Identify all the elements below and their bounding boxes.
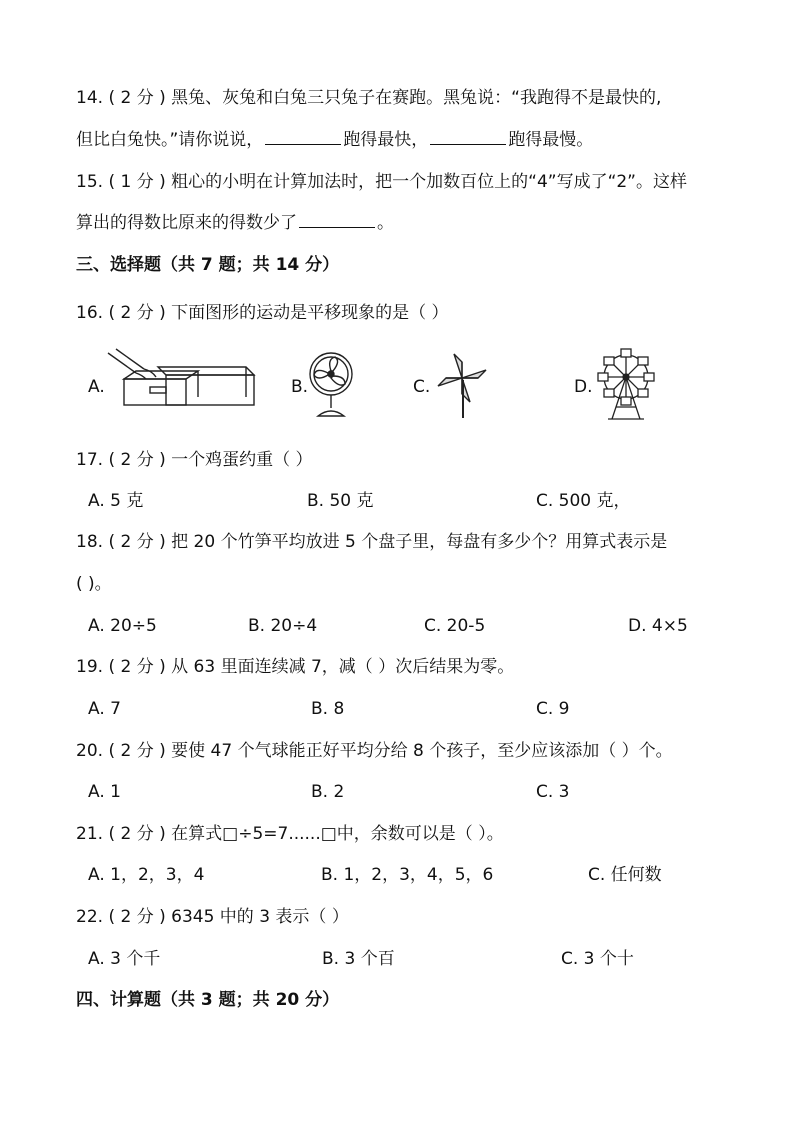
q21-stem: 21. ( 2 分 ) 在算式□÷5=7......□中，余数可以是（ ）。 <box>76 824 504 844</box>
q18-stem-line2: ( )。 <box>76 574 112 594</box>
q14-blank-fastest[interactable] <box>265 128 341 145</box>
q18-option-c[interactable]: C. 20-5 <box>424 616 486 636</box>
q19-stem: 19. ( 2 分 ) 从 63 里面连续减 7，减（ ）次后结果为零。 <box>76 657 515 677</box>
q20-option-c[interactable]: C. 3 <box>536 782 570 802</box>
q15-text-b: 。 <box>377 213 394 233</box>
q16-option-a-label[interactable]: A. <box>88 377 105 397</box>
q21-option-c[interactable]: C. 任何数 <box>588 865 662 885</box>
section-4-heading: 四、计算题（共 3 题；共 20 分） <box>76 990 340 1010</box>
q18-option-a[interactable]: A. 20÷5 <box>88 616 157 636</box>
q22-stem: 22. ( 2 分 ) 6345 中的 3 表示（ ） <box>76 907 349 927</box>
q21-option-a[interactable]: A. 1，2，3，4 <box>88 865 205 885</box>
q17-option-a[interactable]: A. 5 克 <box>88 491 144 511</box>
q14-text-c: 跑得最慢。 <box>508 130 594 150</box>
q17-option-b[interactable]: B. 50 克 <box>307 491 374 511</box>
q20-option-b[interactable]: B. 2 <box>311 782 345 802</box>
drawer-icon[interactable] <box>106 347 256 409</box>
q16-option-b-label[interactable]: B. <box>291 377 309 397</box>
q16-stem: 16. ( 2 分 ) 下面图形的运动是平移现象的是（ ） <box>76 303 449 323</box>
q19-option-a[interactable]: A. 7 <box>88 699 121 719</box>
pinwheel-icon[interactable] <box>436 352 488 420</box>
q19-option-c[interactable]: C. 9 <box>536 699 570 719</box>
q14-stem-line1: 14. ( 2 分 ) 黑兔、灰兔和白兔三只兔子在赛跑。黑兔说：“我跑得不是最快的, <box>76 88 662 108</box>
q22-option-c[interactable]: C. 3 个十 <box>561 949 634 969</box>
q18-option-b[interactable]: B. 20÷4 <box>248 616 318 636</box>
electric-fan-icon[interactable] <box>306 350 356 418</box>
q20-stem: 20. ( 2 分 ) 要使 47 个气球能正好平均分给 8 个孩子，至少应该添加（ ）个。 <box>76 741 673 761</box>
q18-stem: 18. ( 2 分 ) 把 20 个竹笋平均放进 5 个盘子里，每盘有多少个？用算式表示是 <box>76 532 668 552</box>
q16-option-c-label[interactable]: C. <box>413 377 431 397</box>
q15-text-a: 算出的得数比原来的得数少了 <box>76 213 297 233</box>
q20-option-a[interactable]: A. 1 <box>88 782 121 802</box>
q17-option-c[interactable]: C. 500 克， <box>536 491 631 511</box>
q14-stem-line2 <box>76 128 593 152</box>
q14-text-b: 跑得最快， <box>343 130 429 150</box>
q21-option-b[interactable]: B. 1，2，3，4，5，6 <box>321 865 494 885</box>
q22-option-b[interactable]: B. 3 个百 <box>322 949 395 969</box>
q15-stem-line1: 15. ( 1 分 ) 粗心的小明在计算加法时，把一个加数百位上的“4”写成了“2”。这样 <box>76 172 687 192</box>
q14-blank-slowest[interactable] <box>430 128 506 145</box>
q18-option-d[interactable]: D. 4×5 <box>628 616 688 636</box>
q22-option-a[interactable]: A. 3 个千 <box>88 949 161 969</box>
q17-stem: 17. ( 2 分 ) 一个鸡蛋约重（ ） <box>76 450 313 470</box>
section-3-heading: 三、选择题（共 7 题；共 14 分） <box>76 255 340 275</box>
q15-stem-line2 <box>76 211 394 235</box>
q15-blank[interactable] <box>299 211 375 228</box>
ferris-wheel-icon[interactable] <box>596 347 656 423</box>
q16-option-d-label[interactable]: D. <box>574 377 593 397</box>
q19-option-b[interactable]: B. 8 <box>311 699 345 719</box>
q14-text-a: 但比白兔快。”请你说说， <box>76 130 264 150</box>
